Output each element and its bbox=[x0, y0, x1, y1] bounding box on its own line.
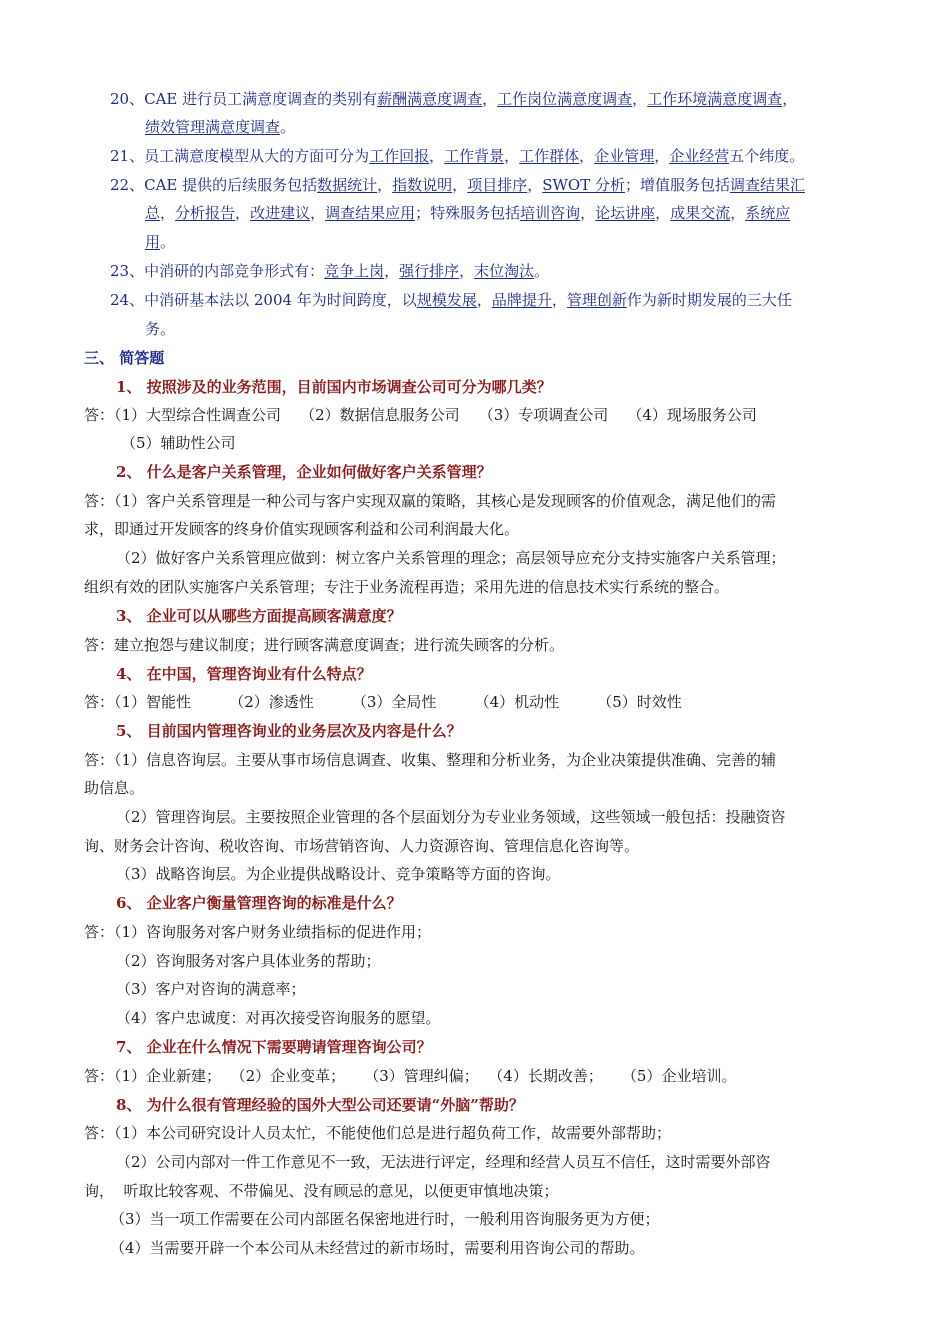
answer-blank: 企业管理 bbox=[594, 147, 655, 165]
answer-blank: 管理创新 bbox=[566, 291, 627, 309]
item-text: ， bbox=[527, 176, 543, 194]
answer-blank: 论坛讲座 bbox=[595, 204, 656, 222]
item-text: ， bbox=[235, 204, 251, 222]
item-text: ；特殊服务包括 bbox=[415, 204, 521, 222]
item-text: 五个纬度。 bbox=[729, 147, 805, 165]
item-text: ， bbox=[730, 204, 746, 222]
fill-item-line bbox=[110, 289, 792, 311]
answer-blank: 工作群体 bbox=[519, 147, 580, 165]
answer-blank: 品牌提升 bbox=[491, 291, 552, 309]
item-text: ， bbox=[580, 204, 596, 222]
fill-item-line bbox=[110, 145, 804, 167]
answer-blank: 薪酬满意度调查 bbox=[377, 90, 483, 108]
item-text: 20、CAE 进行员工满意度调查的类别有 bbox=[110, 90, 378, 108]
item-text: ， bbox=[482, 90, 498, 108]
answer-line: （3）客户对咨询的满意率； bbox=[116, 980, 306, 998]
answer-blank: SWOT 分析 bbox=[542, 176, 625, 194]
answer-line: （4）当需要开辟一个本公司从未经营过的新市场时，需要利用咨询公司的帮助。 bbox=[110, 1239, 645, 1257]
answer-line: （4）客户忠诚度：对再次接受咨询服务的愿望。 bbox=[116, 1009, 441, 1027]
answer-line: 答：（1）客户关系管理是一种公司与客户实现双赢的策略，其核心是发现顾客的价值观念，满足他们的需 bbox=[84, 492, 777, 510]
answer-blank: 成果交流 bbox=[670, 204, 731, 222]
question-heading: 5、 目前国内管理咨询业的业务层次及内容是什么？ bbox=[116, 722, 462, 740]
item-text: ， bbox=[310, 204, 326, 222]
question-heading: 3、 企业可以从哪些方面提高顾客满意度？ bbox=[116, 607, 402, 625]
question-heading: 7、 企业在什么情况下需要聘请管理咨询公司？ bbox=[116, 1038, 432, 1056]
answer-line: 助信息。 bbox=[84, 779, 145, 797]
item-text: ， bbox=[452, 176, 468, 194]
item-text: ， bbox=[632, 90, 648, 108]
question-heading: 8、 为什么很有管理经验的国外大型公司还要请“外脑”帮助？ bbox=[116, 1096, 524, 1114]
item-text: ；增值服务包括 bbox=[624, 176, 730, 194]
fill-item-line bbox=[145, 202, 790, 224]
item-text: ， bbox=[579, 147, 595, 165]
answer-line: （2）管理咨询层。主要按照企业管理的各个层面划分为专业业务领域，这些领域一般包括：投融资咨 bbox=[116, 808, 786, 826]
answer-blank: 工作回报 bbox=[369, 147, 430, 165]
answer-line: 答：（1）智能性 （2）渗透性 （3）全局性 （4）机动性 （5）时效性 bbox=[84, 693, 682, 711]
question-heading: 6、 企业客户衡量管理咨询的标准是什么？ bbox=[116, 894, 402, 912]
answer-line: 组织有效的团队实施客户关系管理；专注于业务流程再造；采用先进的信息技术实行系统的整合。 bbox=[84, 578, 730, 596]
answer-blank: 指数说明 bbox=[392, 176, 453, 194]
item-text: 。 bbox=[160, 233, 176, 251]
item-text: ， bbox=[476, 291, 492, 309]
answer-line: 询、财务会计咨询、税收咨询、市场营销咨询、人力资源咨询、管理信息化咨询等。 bbox=[84, 837, 640, 855]
answer-line: 求，即通过开发顾客的终身价值实现顾客利益和公司利润最大化。 bbox=[84, 520, 520, 538]
answer-blank: 绩效管理满意度调查 bbox=[145, 118, 281, 136]
answer-line: 答：（1）本公司研究设计人员太忙，不能使他们总是进行超负荷工作，故需要外部帮助； bbox=[84, 1124, 672, 1142]
answer-line: （5）辅助性公司 bbox=[121, 434, 236, 452]
answer-blank: 总 bbox=[145, 204, 161, 222]
answer-line: （3）战略咨询层。为企业提供战略设计、竞争策略等方面的咨询。 bbox=[116, 865, 561, 883]
answer-blank: 改进建议 bbox=[250, 204, 311, 222]
question-heading: 4、 在中国，管理咨询业有什么特点？ bbox=[116, 665, 372, 683]
item-text: ， bbox=[551, 291, 567, 309]
answer-blank: 调查结果汇 bbox=[730, 176, 806, 194]
item-text: ， bbox=[504, 147, 520, 165]
answer-blank: 工作背景 bbox=[444, 147, 505, 165]
answer-line: 询， 听取比较客观、不带偏见、没有顾忌的意见，以便更审慎地决策； bbox=[84, 1182, 559, 1200]
answer-blank: 工作岗位满意度调查 bbox=[497, 90, 633, 108]
fill-item-line bbox=[110, 174, 805, 196]
answer-line: （2）咨询服务对客户具体业务的帮助； bbox=[116, 952, 381, 970]
item-text: ， bbox=[384, 262, 400, 280]
item-text: 21、员工满意度模型从大的方面可分为 bbox=[110, 147, 370, 165]
answer-line: （2）做好客户关系管理应做到：树立客户关系管理的理念；高层领导应充分支持实施客户关系管理； bbox=[116, 549, 786, 567]
answer-blank: 分析报告 bbox=[175, 204, 236, 222]
answer-line: 答：（1）大型综合性调查公司 （2）数据信息服务公司 （3）专项调查公司 （4）现场服务公司 bbox=[84, 406, 757, 424]
answer-blank: 强行排序 bbox=[399, 262, 460, 280]
answer-line: 答：建立抱怨与建议制度；进行顾客满意度调查；进行流失顾客的分析。 bbox=[84, 636, 565, 654]
item-text: 。 bbox=[534, 262, 550, 280]
item-text: ， bbox=[655, 204, 671, 222]
item-text: ， bbox=[782, 90, 798, 108]
item-text: ， bbox=[377, 176, 393, 194]
answer-blank: 工作环境满意度调查 bbox=[647, 90, 783, 108]
item-text: 24、中消研基本法以 2004 年为时间跨度，以 bbox=[110, 291, 417, 309]
answer-blank: 规模发展 bbox=[416, 291, 477, 309]
item-text: ， bbox=[654, 147, 670, 165]
fill-item-line bbox=[145, 318, 175, 340]
answer-blank: 项目排序 bbox=[467, 176, 528, 194]
answer-blank: 培训咨询 bbox=[520, 204, 581, 222]
section-title: 三、 简答题 bbox=[84, 349, 165, 367]
answer-blank: 用 bbox=[145, 233, 161, 251]
item-text: ， bbox=[160, 204, 176, 222]
answer-line: 答：（1）信息咨询层。主要从事市场信息调查、收集、整理和分析业务，为企业决策提供准确、完善的辅 bbox=[84, 751, 777, 769]
answer-blank: 系统应 bbox=[745, 204, 791, 222]
fill-item-line bbox=[145, 116, 295, 138]
item-text: 22、CAE 提供的后续服务包括 bbox=[110, 176, 318, 194]
answer-line: （3）当一项工作需要在公司内部匿名保密地进行时，一般利用咨询服务更为方便； bbox=[110, 1210, 660, 1228]
question-heading: 1、 按照涉及的业务范围，目前国内市场调查公司可分为哪几类？ bbox=[116, 378, 552, 396]
answer-blank: 企业经营 bbox=[669, 147, 730, 165]
fill-item-line bbox=[110, 260, 549, 282]
answer-blank: 竞争上岗 bbox=[324, 262, 385, 280]
item-text: 作为新时期发展的三大任 bbox=[626, 291, 792, 309]
question-heading: 2、 什么是客户关系管理，企业如何做好客户关系管理？ bbox=[116, 463, 492, 481]
fill-item-line bbox=[145, 231, 175, 253]
answer-line: 答：（1）企业新建； （2）企业变革； （3）管理纠偏； （4）长期改善； （5）企业培训。 bbox=[84, 1067, 737, 1085]
answer-blank: 末位淘汰 bbox=[474, 262, 535, 280]
item-text: 。 bbox=[280, 118, 296, 136]
item-text: 23、中消研的内部竞争形式有： bbox=[110, 262, 325, 280]
item-text: ， bbox=[459, 262, 475, 280]
item-text: 务。 bbox=[145, 320, 176, 338]
item-text: ， bbox=[429, 147, 445, 165]
answer-blank: 调查结果应用 bbox=[325, 204, 416, 222]
answer-line: 答：（1）咨询服务对客户财务业绩指标的促进作用； bbox=[84, 923, 432, 941]
answer-blank: 数据统计 bbox=[317, 176, 378, 194]
answer-line: （2）公司内部对一件工作意见不一致，无法进行评定，经理和经营人员互不信任，这时需要外部咨 bbox=[116, 1153, 771, 1171]
fill-item-line bbox=[110, 88, 797, 110]
